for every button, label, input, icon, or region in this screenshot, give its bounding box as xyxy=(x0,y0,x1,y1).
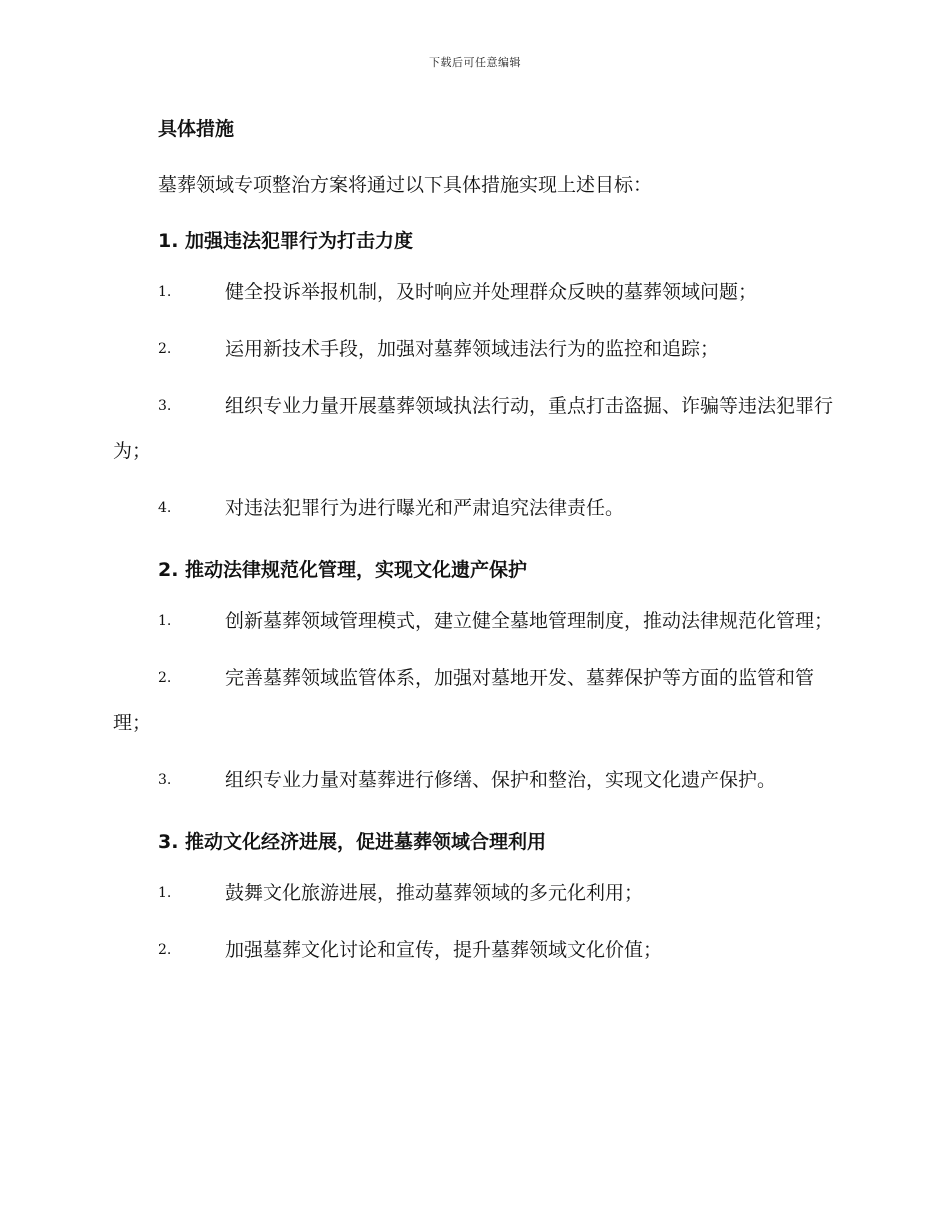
list-item-text: 组织专业力量对墓葬进行修缮、保护和整治，实现文化遗产保护。 xyxy=(225,769,777,791)
list-item xyxy=(113,656,837,746)
list-item-number: 2. xyxy=(158,341,172,357)
intro-paragraph: 墓葬领域专项整治方案将通过以下具体措施实现上述目标： xyxy=(158,174,653,196)
list-item xyxy=(113,871,837,916)
list-item-text: 创新墓葬领域管理模式，建立健全墓地管理制度，推动法律规范化管理； xyxy=(225,610,834,632)
list-item-text: 运用新技术手段，加强对墓葬领域违法行为的监控和追踪； xyxy=(225,338,720,360)
list-item-text: 鼓舞文化旅游进展，推动墓葬领域的多元化利用； xyxy=(225,882,644,904)
list-item-number: 1. xyxy=(158,885,172,901)
list-item xyxy=(113,270,837,315)
document-body xyxy=(113,112,837,973)
list-item-number: 2. xyxy=(158,670,172,686)
subsection-heading-3: 3. 推动文化经济进展，促进墓葬领域合理利用 xyxy=(158,831,547,853)
list-item-text: 加强墓葬文化讨论和宣传，提升墓葬领域文化价值； xyxy=(225,939,663,961)
list-item-number: 1. xyxy=(158,284,172,300)
subsection-heading-1: 1. 加强违法犯罪行为打击力度 xyxy=(158,230,414,252)
list-item-number: 4. xyxy=(158,500,172,516)
page-header: 下载后可任意编辑 xyxy=(429,56,521,69)
list-item xyxy=(113,928,837,973)
list-item-number: 3. xyxy=(158,772,172,788)
section-title: 具体措施 xyxy=(158,118,235,140)
list-item xyxy=(113,327,837,372)
list-item-number: 1. xyxy=(158,613,172,629)
list-item-number: 3. xyxy=(158,398,172,414)
subsection-heading-2: 2. 推动法律规范化管理，实现文化遗产保护 xyxy=(158,559,528,581)
list-item-text: 完善墓葬领域监管体系，加强对墓地开发、墓葬保护等方面的监管和管理； xyxy=(113,667,815,734)
list-item-text: 对违法犯罪行为进行曝光和严肃追究法律责任。 xyxy=(225,497,625,519)
list-item xyxy=(113,486,837,531)
list-item-text: 组织专业力量开展墓葬领域执法行动，重点打击盗掘、诈骗等违法犯罪行为； xyxy=(113,395,834,462)
list-item xyxy=(113,384,837,474)
list-item-number: 2. xyxy=(158,942,172,958)
list-item-text: 健全投诉举报机制，及时响应并处理群众反映的墓葬领域问题； xyxy=(225,281,758,303)
list-item xyxy=(113,758,837,803)
list-item xyxy=(113,599,837,644)
